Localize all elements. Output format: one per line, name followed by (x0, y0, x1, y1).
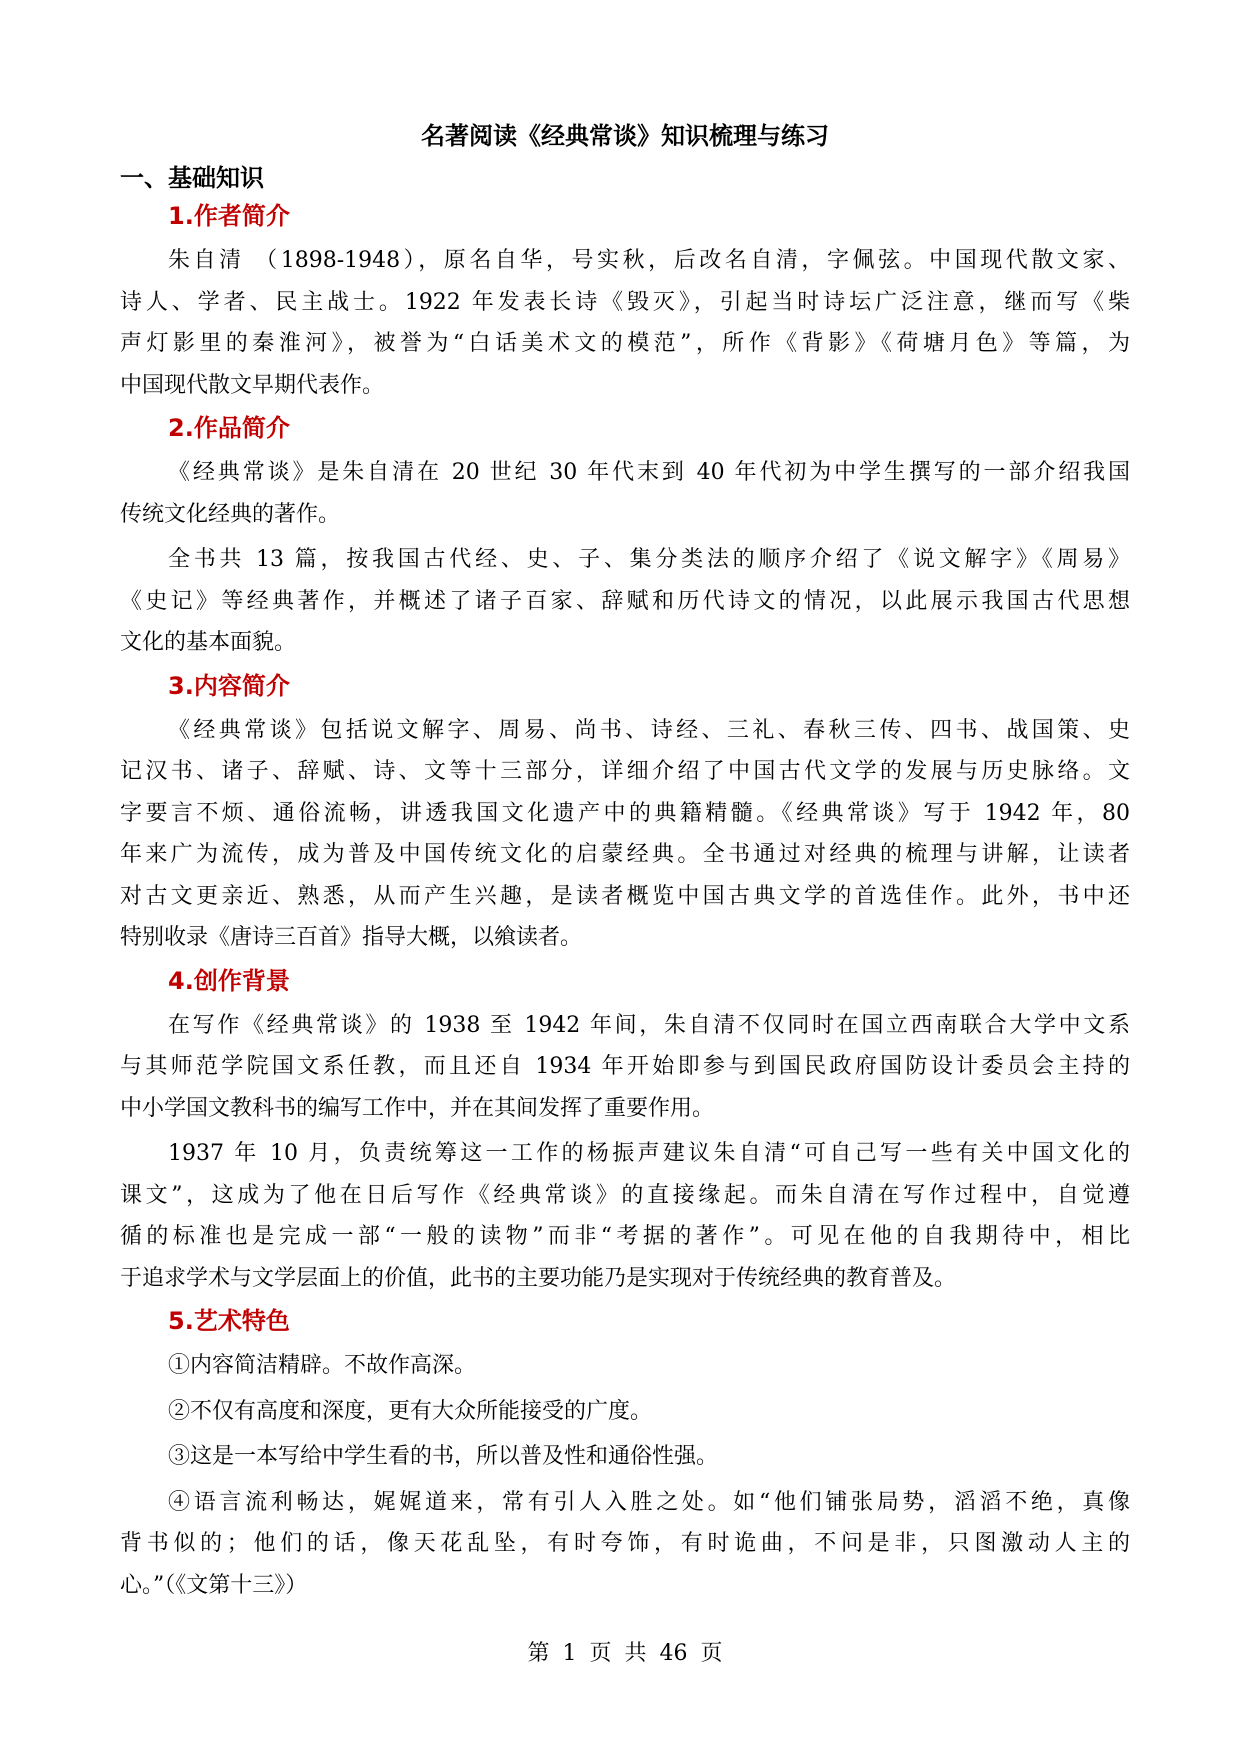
subsection-heading: 4.创作背景 (168, 966, 290, 995)
paragraph-line: ④语言流利畅达，娓娓道来，常有引人入胜之处。如“他们铺张局势，滔滔不绝，真像 (168, 1489, 1130, 1515)
paragraph (120, 452, 1130, 535)
paragraph-line: 文化的基本面貌。 (120, 630, 297, 655)
paragraph-line: 传统文化经典的著作。 (120, 501, 341, 527)
paragraph-line: 字要言不烦、通俗流畅，讲透我国文化遗产中的典籍精髓。《经典常谈》写于 1942 年，80 (120, 800, 1130, 826)
subsection-heading: 1.作者简介 (168, 202, 290, 230)
paragraph-line: 《史记》等经典著作，并概述了诸子百家、辞赋和历代诗文的情况，以此展示我国古代思想 (120, 588, 1130, 614)
page-footer: 第 1 页 共 46 页 (527, 1641, 723, 1666)
document-body (120, 160, 1130, 1610)
paragraph-line: 课文”，这成为了他在日后写作《经典常谈》的直接缘起。而朱自清在写作过程中，自觉遵 (120, 1182, 1131, 1208)
paragraph (120, 1391, 1130, 1433)
paragraph-line: 中国现代散文早期代表作。 (120, 372, 385, 398)
paragraph-line: 对古文更亲近、熟悉，从而产生兴趣，是读者概览中国古典文学的首选佳作。此外，书中还 (120, 883, 1130, 909)
subsection-heading: 3.内容简介 (168, 671, 290, 700)
paragraph-line: 特别收录《唐诗三百首》指导大概，以飨读者。 (120, 925, 583, 950)
paragraph-line: 记汉书、诸子、辞赋、诗、文等十三部分，详细介绍了中国古代文学的发展与历史脉络。文 (120, 759, 1130, 784)
document-title: 名著阅读《经典常谈》知识梳理与练习 (421, 122, 829, 150)
paragraph-line: 年来广为流传，成为普及中国传统文化的启蒙经典。全书通过对经典的梳理与讲解，让读者 (120, 842, 1130, 867)
paragraph-line: 声灯影里的秦淮河》，被誉为“白话美术文的模范”，所作《背影》《荷塘月色》等篇，为 (120, 331, 1130, 356)
document-page (120, 0, 1130, 1754)
paragraph-line: 与其师范学院国文系任教，而且还自 1934 年开始即参与到国民政府国防设计委员会主持的 (120, 1054, 1130, 1079)
subsection-heading: 2.作品简介 (168, 414, 290, 442)
paragraph-line: 于追求学术与文学层面上的价值，此书的主要功能乃是实现对于传统经典的教育普及。 (120, 1265, 957, 1291)
paragraph (120, 539, 1130, 664)
paragraph-line: 诗人、学者、民主战士。1922 年发表长诗《毁灭》，引起当时诗坛广泛注意，继而写《柴 (120, 289, 1130, 315)
paragraph (120, 710, 1130, 959)
subsection-heading: 5.艺术特色 (168, 1307, 290, 1335)
paragraph-line: 1937 年 10 月，负责统筹这一工作的杨振声建议朱自清“可自己写一些有关中国文化的 (168, 1141, 1130, 1166)
paragraph-line: 全书共 13 篇，按我国古代经、史、子、集分类法的顺序介绍了《说文解字》《周易》 (168, 547, 1130, 572)
paragraph-line: ①内容简洁精辟。不故作高深。 (168, 1353, 477, 1378)
paragraph-line: 心。”（《文第十三》） (120, 1572, 308, 1598)
paragraph-line: 《经典常谈》是朱自清在 20 世纪 30 年代末到 40 年代初为中学生撰写的一部介绍我国 (168, 460, 1130, 485)
paragraph-line: ③这是一本写给中学生看的书，所以普及性和通俗性强。 (168, 1444, 719, 1469)
paragraph-line: 《经典常谈》包括说文解字、周易、尚书、诗经、三礼、春秋三传、四书、战国策、史 (168, 717, 1130, 743)
paragraph-line: 背书似的；他们的话，像天花乱坠，有时夸饰，有时诡曲，不问是非，只图激动人主的 (120, 1531, 1130, 1556)
paragraph (120, 1345, 1130, 1387)
paragraph-line: 朱自清 （1898-1948），原名自华，号实秋，后改名自清，字佩弦。中国现代散文家、 (168, 248, 1130, 273)
paragraph (120, 240, 1130, 406)
paragraph (120, 1436, 1130, 1478)
paragraph (120, 1005, 1130, 1130)
paragraph-line: 循的标准也是完成一部“一般的读物”而非“考据的著作”。可见在他的自我期待中，相比 (120, 1224, 1130, 1249)
paragraph (120, 1133, 1130, 1299)
section-heading: 一、基础知识 (120, 164, 264, 192)
paragraph-line: 中小学国文教科书的编写工作中，并在其间发挥了重要作用。 (120, 1095, 715, 1121)
paragraph-line: 在写作《经典常谈》的 1938 至 1942 年间，朱自清不仅同时在国立西南联合大学中文系 (168, 1012, 1130, 1038)
paragraph (120, 1482, 1130, 1607)
paragraph-line: ②不仅有高度和深度，更有大众所能接受的广度。 (168, 1398, 653, 1424)
